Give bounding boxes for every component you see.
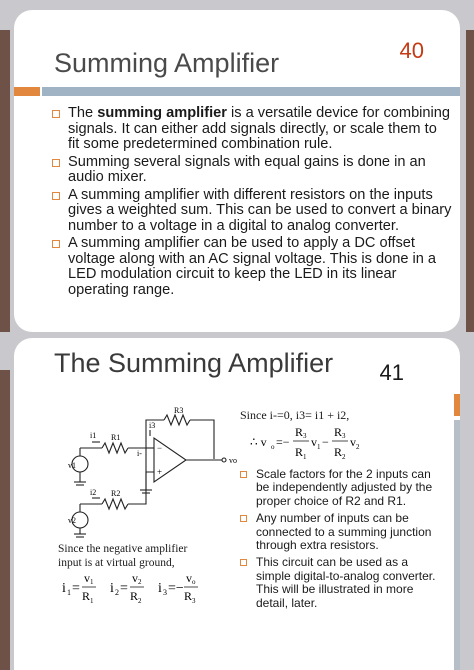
title-rule-orange <box>14 87 40 96</box>
svg-text:v: v <box>132 571 138 585</box>
bullet-text: A summing amplifier with different resistors on the inputs gives a weighted sum. This can be used to convert a binary number to a voltage in a digital to analog converter. <box>68 186 452 234</box>
bullet-item <box>52 106 452 153</box>
svg-text:2: 2 <box>138 578 142 586</box>
svg-text:v: v <box>186 571 192 585</box>
bullet-square-icon <box>240 559 247 566</box>
svg-text:R: R <box>82 589 91 603</box>
svg-text:=−: =− <box>168 581 184 596</box>
svg-text:R: R <box>334 425 343 439</box>
bullet-text: is a versatile device for combining signals. It can either add signals directly, or scale them to fit some predetermined combination rule. <box>68 105 451 152</box>
svg-text:R: R <box>184 589 193 603</box>
r2-label: R2 <box>111 489 121 498</box>
svg-text:2: 2 <box>115 588 119 597</box>
svg-text:o: o <box>192 578 196 586</box>
virtual-ground-text <box>58 542 187 570</box>
svg-text:−: − <box>322 435 329 449</box>
svg-text:R: R <box>130 589 139 603</box>
svg-text:2: 2 <box>356 443 360 451</box>
vo-label: vo <box>229 456 237 465</box>
minus-terminal: − <box>157 443 163 453</box>
edge-accent-gray <box>454 420 460 670</box>
plus-terminal: + <box>157 467 163 477</box>
left-accent-bar-bottom <box>0 370 10 670</box>
bullet-square-icon <box>240 471 247 478</box>
bullet-item <box>52 155 452 186</box>
bullet-square-icon <box>52 240 60 248</box>
svg-text:=: = <box>72 581 80 596</box>
title-rule-blue <box>42 87 460 96</box>
svg-text:v: v <box>84 571 90 585</box>
i1-label: i1 <box>90 431 97 440</box>
svg-text:R: R <box>295 425 304 439</box>
svg-text:v: v <box>311 435 317 449</box>
svg-text:3: 3 <box>303 432 307 440</box>
r3-label: R3 <box>174 406 184 415</box>
svg-text:3: 3 <box>342 432 346 440</box>
summing-amplifier-circuit-diagram <box>36 404 246 540</box>
svg-text:R: R <box>334 445 343 459</box>
slide-41 <box>14 338 460 670</box>
svg-text:1: 1 <box>90 597 94 605</box>
slide-title: The Summing Amplifier <box>54 348 334 378</box>
left-accent-bar-top <box>0 30 10 332</box>
since-statement: Since i-=0, i3= i1 + i2, <box>240 408 350 422</box>
output-formula <box>250 424 390 466</box>
virtual-ground-line-1: Since the negative amplifier <box>58 543 188 555</box>
bullet-text: Summing several signals with equal gains is done in an audio mixer. <box>68 153 426 185</box>
bullet-item <box>52 236 452 298</box>
bullet-text: Scale factors for the 2 inputs can be independently adjusted by the proper choice of R2 and R1. <box>256 467 433 508</box>
svg-text:=−: =− <box>276 435 290 449</box>
svg-text:i: i <box>158 581 162 596</box>
bullet-square-icon <box>52 110 60 118</box>
svg-text:3: 3 <box>192 597 196 605</box>
current-formulas <box>62 570 232 606</box>
slide-number: 41 <box>379 360 404 385</box>
bullet-square-icon <box>52 192 60 200</box>
bullet-text: Any number of inputs can be connected to a summing junction through extra resistors. <box>256 511 432 553</box>
svg-text:1: 1 <box>90 578 94 586</box>
bullet-square-icon <box>240 515 247 522</box>
bullet-text: This circuit can be used as a simple digital-to-analog converter. This will be illustrated in more detail, later. <box>256 555 436 610</box>
svg-text:o: o <box>271 443 275 451</box>
svg-text:=: = <box>120 581 128 596</box>
i2-label: i2 <box>90 488 97 497</box>
r1-label: R1 <box>111 433 121 442</box>
svg-text:i: i <box>62 581 66 596</box>
slide-40 <box>14 10 460 332</box>
svg-text:1: 1 <box>303 453 307 461</box>
v1-label: v1 <box>68 461 76 470</box>
svg-text:∴ v: ∴ v <box>250 435 267 449</box>
right-accent-bar <box>466 30 474 332</box>
iminus-label: i- <box>137 449 142 458</box>
virtual-ground-line-2: input is at virtual ground, <box>58 557 175 569</box>
bullet-text: A summing amplifier can be used to apply a DC offset voltage along with an AC signal voltage. This is done in a LED modulation circuit to keep the LED in its linear operating range. <box>68 235 437 298</box>
right-bullet-list <box>240 468 440 614</box>
bullet-text: The <box>68 105 98 121</box>
bullet-item <box>52 188 452 235</box>
svg-text:i: i <box>110 581 114 596</box>
bullet-item <box>240 512 440 552</box>
bullet-square-icon <box>52 159 60 167</box>
v2-label: v2 <box>68 516 76 525</box>
bullet-bold-text: summing amplifier <box>97 105 227 121</box>
svg-text:3: 3 <box>163 588 167 597</box>
slide-title: Summing Amplifier <box>54 48 280 78</box>
bullet-list <box>52 106 452 300</box>
i3-label: i3 <box>149 421 156 430</box>
svg-text:2: 2 <box>342 453 346 461</box>
edge-accent-orange <box>454 394 460 416</box>
svg-text:v: v <box>350 435 356 449</box>
bullet-item <box>240 556 440 610</box>
svg-text:R: R <box>295 445 304 459</box>
svg-text:2: 2 <box>138 597 142 605</box>
svg-text:1: 1 <box>317 443 321 451</box>
slide-number: 40 <box>399 38 424 63</box>
svg-text:1: 1 <box>67 588 71 597</box>
bullet-item <box>240 468 440 508</box>
